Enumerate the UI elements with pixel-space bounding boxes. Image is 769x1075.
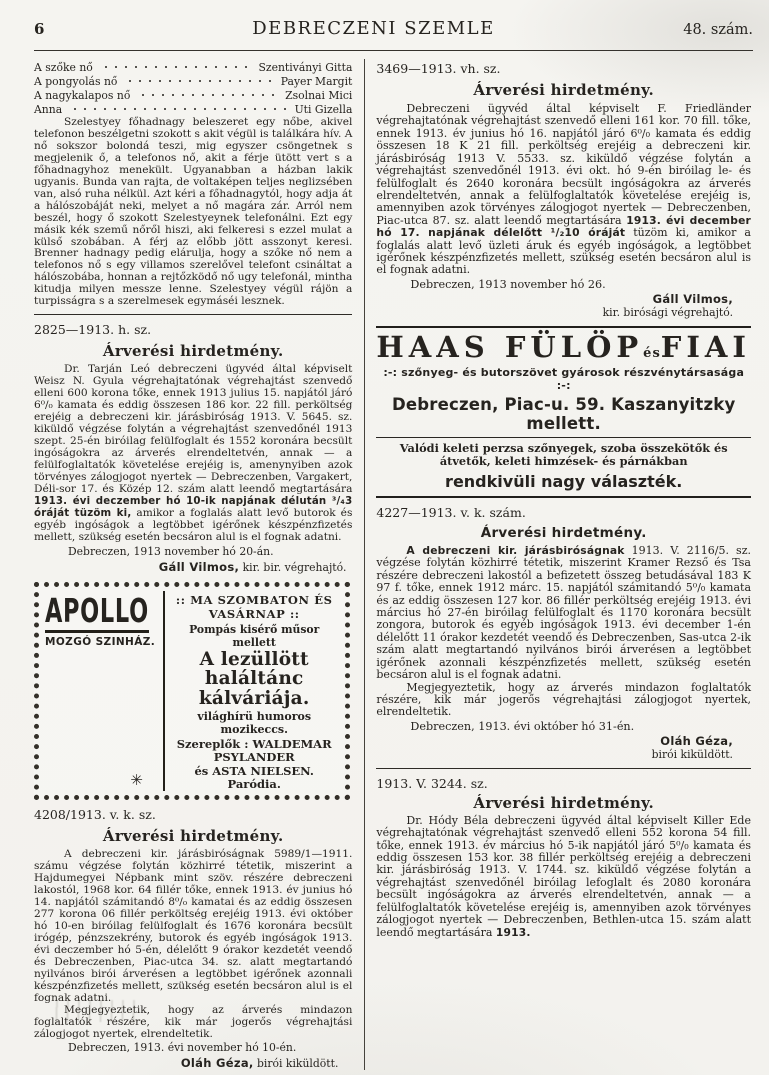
notice-paragraph <box>376 815 751 939</box>
cast-actor: Uti Gizella <box>294 102 353 116</box>
notice-paragraph <box>376 103 751 277</box>
signature-name: Gáll Vilmos, <box>158 559 240 574</box>
columns <box>34 59 753 1070</box>
signature-name: Oláh Géza, <box>180 1056 254 1071</box>
notice-heading: Árverési hirdetmény. <box>480 524 647 541</box>
notice-date-line: Debreczen, 1913 november hó 26. <box>410 277 606 291</box>
apollo-film-title: A lezüllött haláltánc kálváriája. <box>198 648 310 709</box>
notice-date-line: Debreczen, 1913 november hó 20-án. <box>68 544 274 558</box>
notice-date-line: Debreczen, 1913. évi október hó 31-én. <box>410 719 635 733</box>
masthead <box>34 18 753 44</box>
apollo-ad-text <box>165 591 339 791</box>
section-rule <box>376 768 751 769</box>
cast-list <box>34 61 352 117</box>
apollo-cinema-ad <box>34 582 350 800</box>
cast-actor: Zsolnai Mici <box>285 88 353 102</box>
haas-brand-es: és <box>643 345 661 361</box>
notice-text: tüzöm ki, amikor a foglalás alatt levő üzleti áruk és egyéb ingóságok, a legtöbbet igérőnek készpénzfizetés mellett, szükség esetén becsáron alul is el fognak adatni. <box>376 226 751 277</box>
notice-heading: Árverési hirdetmény. <box>102 826 284 845</box>
cast-row <box>34 89 352 103</box>
dot-leader <box>101 61 251 71</box>
dot-leader <box>70 103 286 113</box>
dot-leader <box>138 89 277 99</box>
rosette-ornament-icon: ✳ <box>130 770 143 789</box>
issue-number: 48. szám. <box>683 22 753 38</box>
notice-paragraph: Megjegyeztetik, hogy az árverés mindazon foglaltatók részére, kik már jogerős végrehajtási zálogjogot nyertek, elrendeltetik. <box>376 680 751 719</box>
apollo-brand-block <box>45 591 165 791</box>
notice-ref: 4227—1913. v. k. szám. <box>376 504 526 520</box>
notice-paragraph: A debreczeni kir. járásbiróságnak 5989/1—1911. számu végzése folytán közhirré tétetik, miszerint a Hajdumegyei Népbank mint szöv. részére debreczeni lakostól, 1968 kor. 64 fillér tőke, ennek 1913. év junius hó 14. napjától számitandó 8⁰/₀ kamatai és az eddig összesen 277 korona 06 fillér perköltség erejéig 1913. évi október hó 10-en biróilag felülfoglalt és 1676 koronára becsült irógép, pénzszekrény, butorok és egyéb ingóságok 1913. évi deczember hó 5-én, délelőtt 9 órakor kezdetét veendő és Debreczenben, Piac-utca 34. sz. alatt megtartandó nyilvános birói árverésen a legtöbbet igérőnek azonnali készpénzfizetés mellett, szükség esetén becsáron alul is el fognak adatni. <box>34 847 353 1004</box>
notice-paragraph: Megjegyeztetik, hogy az árverés mindazon foglaltatók részére, kik már jogerős végrehajtási zálogjogot nyertek, elrendeltetik. <box>34 1003 353 1040</box>
signature <box>376 293 733 320</box>
signature <box>34 1056 338 1070</box>
notice-ref: 4208/1913. v. k. sz. <box>34 806 156 822</box>
notice-paragraph <box>34 364 352 544</box>
notice-ref: 3469—1913. vh. sz. <box>376 61 501 76</box>
cast-role: A pongyolás nő <box>34 74 118 88</box>
right-column <box>364 59 753 1070</box>
cast-actor: Szentiványi Gitta <box>258 61 353 74</box>
newspaper-title: DEBRECZENI SZEMLE <box>252 18 495 39</box>
notice-text: amikor a foglalás alatt levő butorok és egyéb ingóságok a legtöbbet igérőnek készpénzfizetés mellett, szükség esetén becsáron alul is el fognak adatni. <box>34 506 353 543</box>
apollo-program-line: Pompás kisérő műsor mellett <box>189 622 320 649</box>
cast-actor: Payer Margit <box>280 74 353 88</box>
apollo-brand-subtitle: MOZGÓ SZINHÁZ. <box>45 636 156 649</box>
apollo-cast-line-2: és ASTA NIELSEN. Paródia. <box>194 763 314 791</box>
signature <box>376 735 733 762</box>
notice-ref: 1913. V. 3244. sz. <box>376 775 488 791</box>
notice-ref: 2825—1913. h. sz. <box>34 322 152 338</box>
apollo-brand-rule <box>45 630 149 633</box>
signature-title: birói kiküldött. <box>651 747 733 761</box>
apollo-showtime-line: :: MA SZOMBATON ÉS VASÁRNAP :: <box>175 592 333 621</box>
section-rule <box>34 314 352 315</box>
cast-row <box>34 61 352 75</box>
haas-brand-part: HAAS FÜLÖP <box>376 329 644 364</box>
signature-name: Oláh Géza, <box>660 733 733 748</box>
notice-text: Dr. Tarján Leó debreczeni ügyvéd által képviselt Weisz N. Gyula végrehajtatónak végrehajtást szenvedő elleni 600 korona tőke, ennek 1913 julius 15. napjától járó 6⁰/₀ kamata és eddig összesen 186 kor. 22 fill. perköltség erejéig a debreczeni kir. járásbiróság 1913. V. 5645. sz. kiküldő végzése folytán a végrehajtást szenvedőnél 1913 szept. 25-én biróilag felülfoglalt és 1552 koronára becsült ingóságokra az árverés elrendeltetvén, annak — a felülfoglaltatók követelése erejéig is, amenynyiben azok törvényes zálogjogot nyertek — Debreczenben, Vargakert, Déli-sor 17. és Közép 12. szám alatt leendő megtartására <box>34 363 353 495</box>
cast-role: A szőke nő <box>34 61 93 74</box>
film-review-paragraph: Szelestyey főhadnagy beleszeret egy nőbe, akivel telefonon beszélgetni szokott s akit végül is találkára hív. A nő sokszor bolondá teszi, mig egyszer csöngetnek s megjelenik ő, a telefonos nő, akit a férje ütött vert s a főhadnagyhoz menekült. Ugyanabban a házban lakik ugyanis. Bunda van rajta, de voltaképen teljes neglizsében van, alsó ruha nélkül. Azt kéri a főhadnagytól, hogy adja át a hálószobáját neki, melyet a nő magára zár. Arról nem beszél, hogy ő szokott Szelestyeynek telefonálni. Ezt egy másik kék szemű nőről hiszi, aki felkeresi s ezzel mulat a külső szobában. A férj az előbb jött asszonyt keresi. Brenner hadnagy pedig elárulja, hogy a szőke nő nem a telefonos nő s egy villamos szerelővel telefont csináltat a hálószobába, honnan a rejtőzködő nő ugy telefonál, mintha kitudja milyen messze lenne. Szelestyey végül rájön a turpisságra s a szerelmesek egymáséi lesznek. <box>34 115 353 308</box>
notice-text: 1913. V. 2116/5. sz. végzése folytán közhirré tétetik, miszerint Kramer Rezső és Tsa részére debreczeni lakostól a befizetett összeg betudásával 183 K 97 f. tőke, ennek 1912 márc. 15. napjától számitandó 5⁰/₀ kamata és az eddig összesen 127 kor. 86 fillér perköltség erejéig 1913. évi március hó 27-én biróilag felülfoglalt és 1170 koronára becsült zongora, butorok és egyéb ingóságok 1913. évi december 1-én délelőtt 11 órakor kezdetét veendő és Debreczenben, Sas-utca 2-ik szám alatt megtartandó nyilvános birói árverésen a legtöbbet igérőnek azonnali készpénzfizetés mellett, szükség esetén becsáron alul is el fognak adatni. <box>376 543 751 682</box>
signature-title: birói kiküldött. <box>253 1057 339 1071</box>
signature-title: kir. birósági végrehajtó. <box>602 305 733 319</box>
cast-role: Anna <box>34 102 63 116</box>
ink-smudge <box>52 1000 142 1022</box>
page-number: 6 <box>34 20 45 38</box>
haas-selection-line: rendkivüli nagy választék. <box>445 471 683 491</box>
notice-date-line: Debreczen, 1913. évi november hó 10-én. <box>68 1041 297 1055</box>
haas-products-line: Valódi keleti perzsa szőnyegek, szoba összekötők és átvetők, keleti himzések- és párnákban <box>399 440 728 469</box>
cast-role: A nagykalapos nő <box>34 88 131 102</box>
signature-title: kir. bir. végrehajtó. <box>239 560 347 574</box>
notice-heading: Árverési hirdetmény. <box>102 342 284 361</box>
haas-company-line: :-: szőnyeg- és butorszövet gyárosok részvénytársasága :-: <box>383 365 745 392</box>
notice-bold-court: A debreczeni kir. járásbiróságnak <box>406 543 625 557</box>
haas-brand-part: FIAI <box>660 329 751 364</box>
notice-heading: Árverési hirdetmény. <box>473 81 654 99</box>
haas-fulop-ad <box>376 329 751 491</box>
notice-paragraph <box>376 545 751 682</box>
haas-address-line: Debreczen, Piac-u. 59. Kaszanyitzky mellett. <box>376 395 751 438</box>
signature <box>34 560 346 574</box>
notice-heading: Árverési hirdetmény. <box>473 793 654 812</box>
masthead-rule <box>34 50 753 51</box>
left-column <box>34 59 364 1070</box>
apollo-cast-line <box>169 738 339 791</box>
cast-row <box>34 103 352 117</box>
signature-name: Gáll Vilmos, <box>652 291 733 306</box>
section-rule <box>376 326 751 328</box>
dot-leader <box>125 75 272 85</box>
haas-brand-name <box>376 329 751 364</box>
apollo-cast-line-1: Szereplők : WALDEMAR PSYLANDER <box>176 737 332 765</box>
notice-bold-date: 1913. évi december hó 17. napjának délelőtt ¹/₂10 óráját <box>376 213 751 240</box>
notice-text: Debreczeni ügyvéd által képviselt F. Friedländer végrehajtatónak végrehajtást szenvedő elleni 161 kor. 70 fill. tőke, ennek 1913. év junius hó 16. napjától járó 6⁰/₀ kamata és eddig összesen 18 K 21 fill. perköltség erejéig a debreczeni kir. járásbiróság 1913 V. 5533. sz. kiküldő végzése folytán a végrehajtást szenvedőnél 1913. évi okt. hó 9-én biróilag le- és felülfoglalt és 2640 koronára becsült ingóságokra az árverés elrendeltetvén, annak a felülfoglaltatók követelése erejéig is, amennyiben azok törvényes zálogjogot nyertek — Debreczenben, Piac-utca 87. sz. alatt leendő megtartására <box>376 102 751 227</box>
notice-text: Dr. Hódy Béla debreczeni ügyvéd által képviselt Killer Ede végrehajtatónak végrehajtást szenvedő elleni 552 korona 54 fill. tőke, ennek 1913. év március hó 5-ik napjától járó 5⁰/₀ kamata és eddig összesen 153 kor. 38 fillér perköltség erejéig a debreczeni kir. járásbiróság 1913. V. 1744. sz. kiküldő végzése folytán a végrehajtást szenvedőnél biróilag lefoglalt és 2080 koronára becsült ingóságokra az árverés elrendeltetvén, annak — a felülfoglaltatók követelése erejéig is, amennyiben azok törvényes zálogjogot nyertek — Debreczenben, Bethlen-utca 15. szám alatt leendő megtartására <box>376 813 751 939</box>
apollo-brand-name: APOLLO <box>45 590 149 630</box>
notice-bold-date: 1913. évi deczember hó 10-ik napjának délután ³/₄3 óráját tüzöm ki, <box>34 495 353 519</box>
notice-bold-date: 1913. <box>495 925 531 939</box>
cast-row <box>34 75 352 89</box>
apollo-tagline: világhírü humoros mozikeccs. <box>197 710 312 737</box>
section-rule <box>376 496 751 498</box>
